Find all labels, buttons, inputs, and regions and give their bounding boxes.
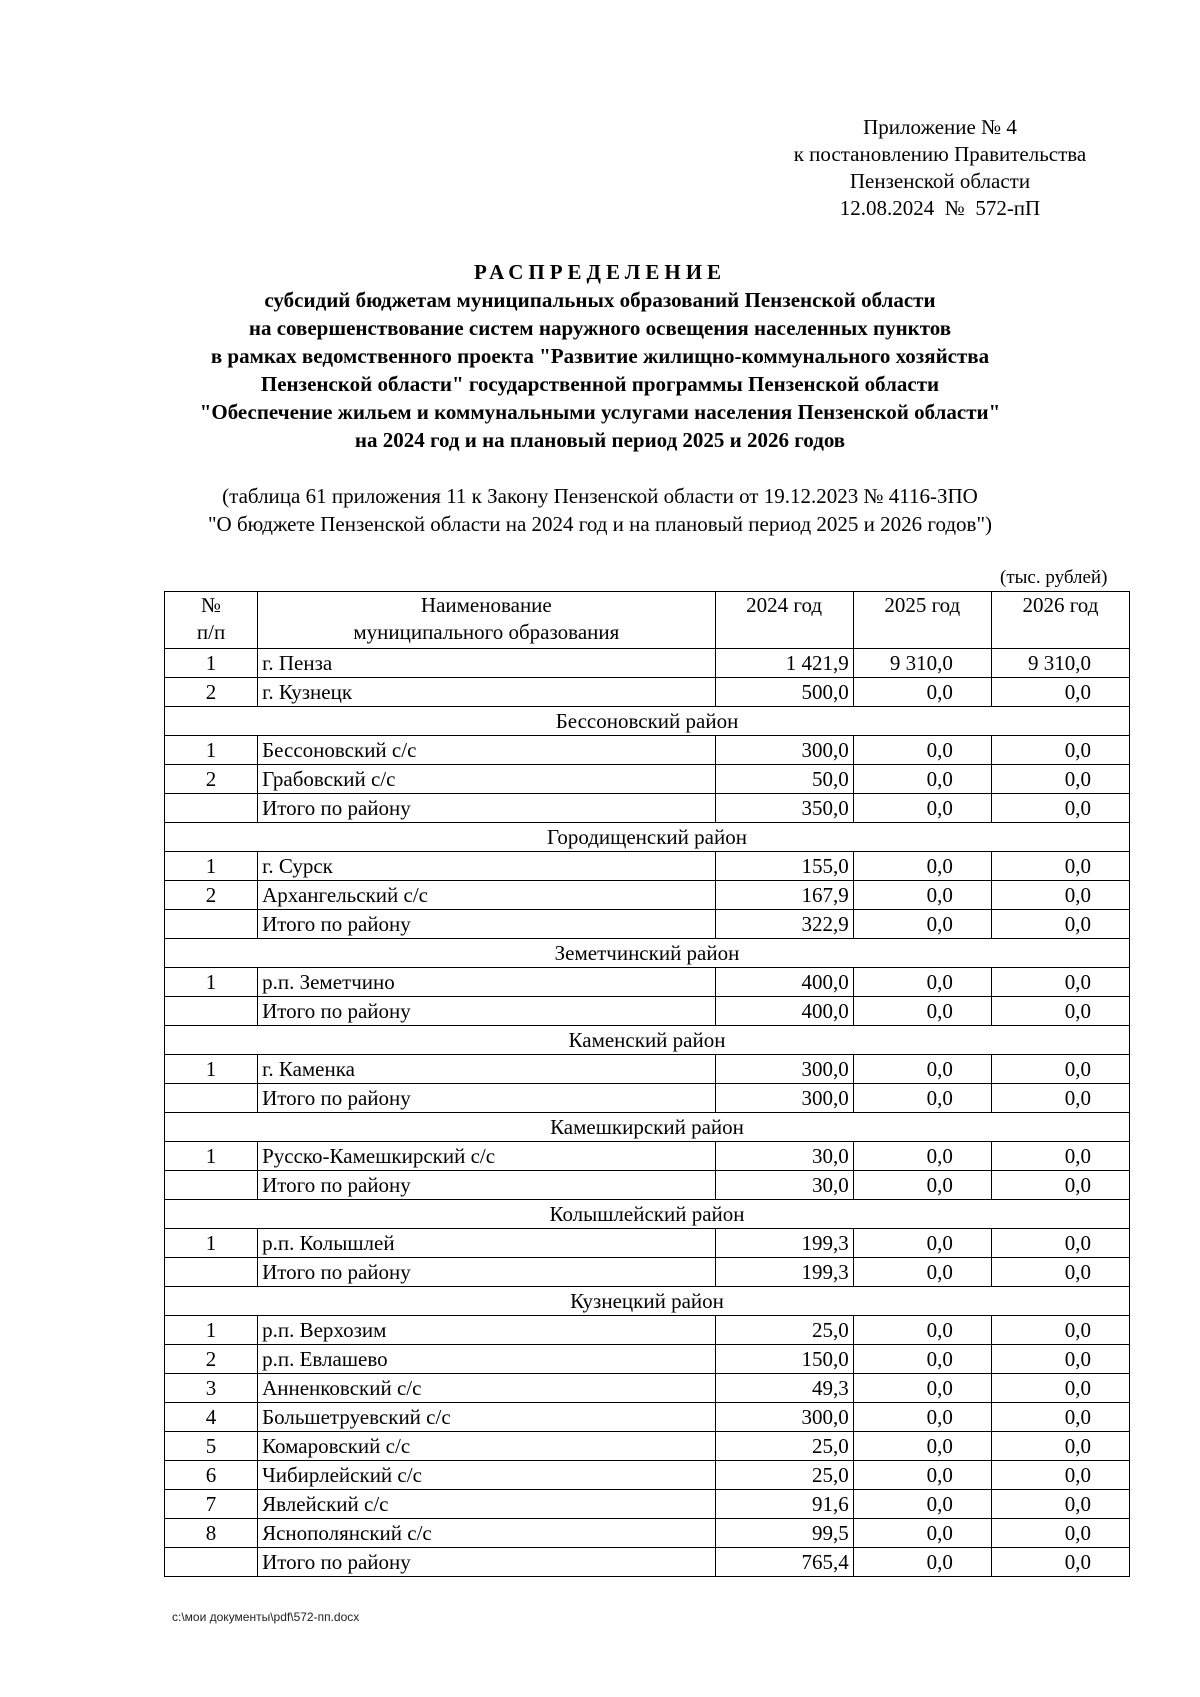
district-total-row bbox=[165, 1258, 1130, 1287]
appendix-header bbox=[760, 114, 1120, 222]
value-2025: 0,0 bbox=[853, 1055, 991, 1084]
district-header-row bbox=[165, 1026, 1130, 1055]
municipality-name: Явлейский с/с bbox=[258, 1490, 715, 1519]
municipality-name: р.п. Евлашево bbox=[258, 1345, 715, 1374]
value-2024: 30,0 bbox=[715, 1171, 853, 1200]
header-2026: 2026 год bbox=[991, 592, 1129, 649]
table-row bbox=[165, 968, 1130, 997]
table-row bbox=[165, 1432, 1130, 1461]
value-2025: 0,0 bbox=[853, 1258, 991, 1287]
municipality-name: Большетруевский с/с bbox=[258, 1403, 715, 1432]
row-number bbox=[165, 997, 258, 1026]
municipality-name: р.п. Колышлей bbox=[258, 1229, 715, 1258]
value-2026: 0,0 bbox=[991, 1461, 1129, 1490]
appendix-number: Приложение № 4 bbox=[863, 115, 1017, 139]
appendix-region: Пензенской области bbox=[849, 169, 1031, 193]
district-name: Городищенский район bbox=[165, 823, 1130, 852]
title-line: "Обеспечение жильем и коммунальными услугами населения Пензенской области" bbox=[199, 400, 1001, 424]
value-2024: 199,3 bbox=[715, 1258, 853, 1287]
value-2026: 0,0 bbox=[991, 1171, 1129, 1200]
title-line: субсидий бюджетам муниципальных образований Пензенской области bbox=[264, 288, 936, 312]
table-row bbox=[165, 852, 1130, 881]
value-2025: 0,0 bbox=[853, 1142, 991, 1171]
row-number: 2 bbox=[165, 881, 258, 910]
value-2024: 50,0 bbox=[715, 765, 853, 794]
row-number: 1 bbox=[165, 968, 258, 997]
value-2026: 0,0 bbox=[991, 678, 1129, 707]
distribution-table bbox=[164, 591, 1130, 1577]
value-2024: 322,9 bbox=[715, 910, 853, 939]
table-row bbox=[165, 1403, 1130, 1432]
file-path-footer: c:\мои документы\pdf\572-пп.docx bbox=[172, 1610, 360, 1624]
table-header-row bbox=[165, 592, 1130, 649]
value-2025: 0,0 bbox=[853, 794, 991, 823]
row-number bbox=[165, 1171, 258, 1200]
header-number bbox=[165, 592, 258, 649]
value-2024: 155,0 bbox=[715, 852, 853, 881]
value-2026: 0,0 bbox=[991, 1345, 1129, 1374]
header-2025: 2025 год bbox=[853, 592, 991, 649]
row-number: 1 bbox=[165, 1229, 258, 1258]
municipality-name: Комаровский с/с bbox=[258, 1432, 715, 1461]
value-2026: 0,0 bbox=[991, 1055, 1129, 1084]
value-2024: 400,0 bbox=[715, 968, 853, 997]
value-2026: 0,0 bbox=[991, 794, 1129, 823]
row-number: 1 bbox=[165, 736, 258, 765]
value-2025: 0,0 bbox=[853, 1345, 991, 1374]
table-row bbox=[165, 1142, 1130, 1171]
value-2025: 0,0 bbox=[853, 1432, 991, 1461]
value-2025: 0,0 bbox=[853, 1548, 991, 1577]
municipality-name: р.п. Верхозим bbox=[258, 1316, 715, 1345]
table-row bbox=[165, 1345, 1130, 1374]
table-row bbox=[165, 1490, 1130, 1519]
municipality-name: Итого по району bbox=[258, 1548, 715, 1577]
row-number: 1 bbox=[165, 649, 258, 678]
table-row bbox=[165, 1519, 1130, 1548]
value-2026: 0,0 bbox=[991, 997, 1129, 1026]
table-row bbox=[165, 1229, 1130, 1258]
value-2025: 0,0 bbox=[853, 1171, 991, 1200]
value-2026: 0,0 bbox=[991, 881, 1129, 910]
value-2025: 0,0 bbox=[853, 1519, 991, 1548]
value-2025: 0,0 bbox=[853, 1084, 991, 1113]
table-row bbox=[165, 765, 1130, 794]
municipality-name: Итого по району bbox=[258, 794, 715, 823]
row-number: 7 bbox=[165, 1490, 258, 1519]
municipality-name: г. Пенза bbox=[258, 649, 715, 678]
table-body bbox=[165, 649, 1130, 1577]
value-2024: 25,0 bbox=[715, 1432, 853, 1461]
row-number: 1 bbox=[165, 852, 258, 881]
value-2024: 300,0 bbox=[715, 736, 853, 765]
value-2024: 150,0 bbox=[715, 1345, 853, 1374]
district-header-row bbox=[165, 939, 1130, 968]
district-total-row bbox=[165, 997, 1130, 1026]
value-2026: 0,0 bbox=[991, 736, 1129, 765]
municipality-name: Русско-Камешкирский с/с bbox=[258, 1142, 715, 1171]
header-number-abbr: п/п bbox=[196, 620, 226, 644]
district-total-row bbox=[165, 910, 1130, 939]
value-2024: 49,3 bbox=[715, 1374, 853, 1403]
value-2025: 0,0 bbox=[853, 1316, 991, 1345]
value-2025: 0,0 bbox=[853, 678, 991, 707]
district-header-row bbox=[165, 1287, 1130, 1316]
district-name: Каменский район bbox=[165, 1026, 1130, 1055]
document-title bbox=[120, 258, 1080, 454]
value-2026: 0,0 bbox=[991, 1403, 1129, 1432]
table-row bbox=[165, 1374, 1130, 1403]
value-2024: 1 421,9 bbox=[715, 649, 853, 678]
value-2026: 9 310,0 bbox=[991, 649, 1129, 678]
unit-note: (тыс. рублей) bbox=[1000, 567, 1108, 588]
value-2025: 0,0 bbox=[853, 1490, 991, 1519]
value-2026: 0,0 bbox=[991, 852, 1129, 881]
source-line: (таблица 61 приложения 11 к Закону Пензенской области от 19.12.2023 № 4116-ЗПО bbox=[222, 484, 978, 508]
header-number-symbol: № bbox=[201, 593, 222, 617]
header-2024: 2024 год bbox=[715, 592, 853, 649]
source-reference bbox=[120, 482, 1080, 538]
municipality-name: Грабовский с/с bbox=[258, 765, 715, 794]
value-2026: 0,0 bbox=[991, 1229, 1129, 1258]
value-2026: 0,0 bbox=[991, 1374, 1129, 1403]
municipality-name: Итого по району bbox=[258, 997, 715, 1026]
value-2026: 0,0 bbox=[991, 1548, 1129, 1577]
value-2025: 0,0 bbox=[853, 1229, 991, 1258]
value-2024: 25,0 bbox=[715, 1461, 853, 1490]
table-row bbox=[165, 1316, 1130, 1345]
table-row bbox=[165, 649, 1130, 678]
value-2026: 0,0 bbox=[991, 1258, 1129, 1287]
row-number: 4 bbox=[165, 1403, 258, 1432]
district-name: Кузнецкий район bbox=[165, 1287, 1130, 1316]
title-line: на совершенствование систем наружного освещения населенных пунктов bbox=[248, 316, 952, 340]
district-name: Бессоновский район bbox=[165, 707, 1130, 736]
row-number bbox=[165, 1084, 258, 1113]
municipality-name: Итого по району bbox=[258, 1171, 715, 1200]
value-2024: 99,5 bbox=[715, 1519, 853, 1548]
district-name: Колышлейский район bbox=[165, 1200, 1130, 1229]
value-2024: 500,0 bbox=[715, 678, 853, 707]
district-name: Камешкирский район bbox=[165, 1113, 1130, 1142]
title-line: на 2024 год и на плановый период 2025 и 2026 годов bbox=[354, 428, 846, 452]
value-2026: 0,0 bbox=[991, 1316, 1129, 1345]
header-name-line1: Наименование bbox=[420, 593, 552, 617]
district-total-row bbox=[165, 1548, 1130, 1577]
value-2025: 0,0 bbox=[853, 765, 991, 794]
value-2026: 0,0 bbox=[991, 1084, 1129, 1113]
district-name: Земетчинский район bbox=[165, 939, 1130, 968]
value-2025: 0,0 bbox=[853, 997, 991, 1026]
municipality-name: Анненковский с/с bbox=[258, 1374, 715, 1403]
value-2026: 0,0 bbox=[991, 1142, 1129, 1171]
district-total-row bbox=[165, 1171, 1130, 1200]
value-2024: 300,0 bbox=[715, 1055, 853, 1084]
value-2024: 91,6 bbox=[715, 1490, 853, 1519]
value-2026: 0,0 bbox=[991, 910, 1129, 939]
value-2025: 0,0 bbox=[853, 1403, 991, 1432]
row-number: 8 bbox=[165, 1519, 258, 1548]
table-row bbox=[165, 1461, 1130, 1490]
row-number: 5 bbox=[165, 1432, 258, 1461]
table-row bbox=[165, 678, 1130, 707]
value-2024: 400,0 bbox=[715, 997, 853, 1026]
row-number bbox=[165, 1258, 258, 1287]
header-name bbox=[258, 592, 715, 649]
value-2026: 0,0 bbox=[991, 1432, 1129, 1461]
value-2024: 167,9 bbox=[715, 881, 853, 910]
row-number: 2 bbox=[165, 678, 258, 707]
appendix-date-number: 12.08.2024 № 572-пП bbox=[839, 196, 1041, 220]
district-header-row bbox=[165, 823, 1130, 852]
table-row bbox=[165, 1055, 1130, 1084]
municipality-name: Итого по району bbox=[258, 1258, 715, 1287]
district-total-row bbox=[165, 794, 1130, 823]
row-number: 1 bbox=[165, 1055, 258, 1084]
value-2026: 0,0 bbox=[991, 1519, 1129, 1548]
value-2025: 0,0 bbox=[853, 736, 991, 765]
municipality-name: Чибирлейский с/с bbox=[258, 1461, 715, 1490]
value-2025: 0,0 bbox=[853, 968, 991, 997]
value-2026: 0,0 bbox=[991, 765, 1129, 794]
row-number bbox=[165, 1548, 258, 1577]
district-header-row bbox=[165, 1113, 1130, 1142]
title-line: в рамках ведомственного проекта "Развитие жилищно-коммунального хозяйства bbox=[210, 344, 990, 368]
municipality-name: Итого по району bbox=[258, 910, 715, 939]
value-2024: 25,0 bbox=[715, 1316, 853, 1345]
source-line: "О бюджете Пензенской области на 2024 год и на плановый период 2025 и 2026 годов") bbox=[207, 512, 993, 536]
table-row bbox=[165, 736, 1130, 765]
value-2025: 0,0 bbox=[853, 910, 991, 939]
row-number: 1 bbox=[165, 1316, 258, 1345]
value-2026: 0,0 bbox=[991, 1490, 1129, 1519]
municipality-name: Итого по району bbox=[258, 1084, 715, 1113]
table-row bbox=[165, 881, 1130, 910]
value-2025: 0,0 bbox=[853, 1461, 991, 1490]
value-2025: 0,0 bbox=[853, 1374, 991, 1403]
value-2024: 300,0 bbox=[715, 1084, 853, 1113]
row-number: 6 bbox=[165, 1461, 258, 1490]
row-number bbox=[165, 794, 258, 823]
municipality-name: г. Кузнецк bbox=[258, 678, 715, 707]
row-number: 1 bbox=[165, 1142, 258, 1171]
row-number bbox=[165, 910, 258, 939]
municipality-name: Бессоновский с/с bbox=[258, 736, 715, 765]
district-header-row bbox=[165, 1200, 1130, 1229]
district-header-row bbox=[165, 707, 1130, 736]
value-2025: 0,0 bbox=[853, 852, 991, 881]
title-line: Пензенской области" государственной программы Пензенской области bbox=[260, 372, 940, 396]
municipality-name: Архангельский с/с bbox=[258, 881, 715, 910]
municipality-name: р.п. Земетчино bbox=[258, 968, 715, 997]
value-2024: 30,0 bbox=[715, 1142, 853, 1171]
header-name-line2: муниципального образования bbox=[353, 620, 620, 644]
district-total-row bbox=[165, 1084, 1130, 1113]
appendix-reference: к постановлению Правительства bbox=[793, 142, 1087, 166]
value-2025: 9 310,0 bbox=[853, 649, 991, 678]
municipality-name: Яснополянский с/с bbox=[258, 1519, 715, 1548]
row-number: 2 bbox=[165, 765, 258, 794]
value-2025: 0,0 bbox=[853, 881, 991, 910]
value-2024: 350,0 bbox=[715, 794, 853, 823]
value-2024: 300,0 bbox=[715, 1403, 853, 1432]
municipality-name: г. Сурск bbox=[258, 852, 715, 881]
value-2024: 765,4 bbox=[715, 1548, 853, 1577]
row-number: 2 bbox=[165, 1345, 258, 1374]
title-heading: РАСПРЕДЕЛЕНИЕ bbox=[473, 260, 727, 284]
row-number: 3 bbox=[165, 1374, 258, 1403]
value-2024: 199,3 bbox=[715, 1229, 853, 1258]
municipality-name: г. Каменка bbox=[258, 1055, 715, 1084]
value-2026: 0,0 bbox=[991, 968, 1129, 997]
